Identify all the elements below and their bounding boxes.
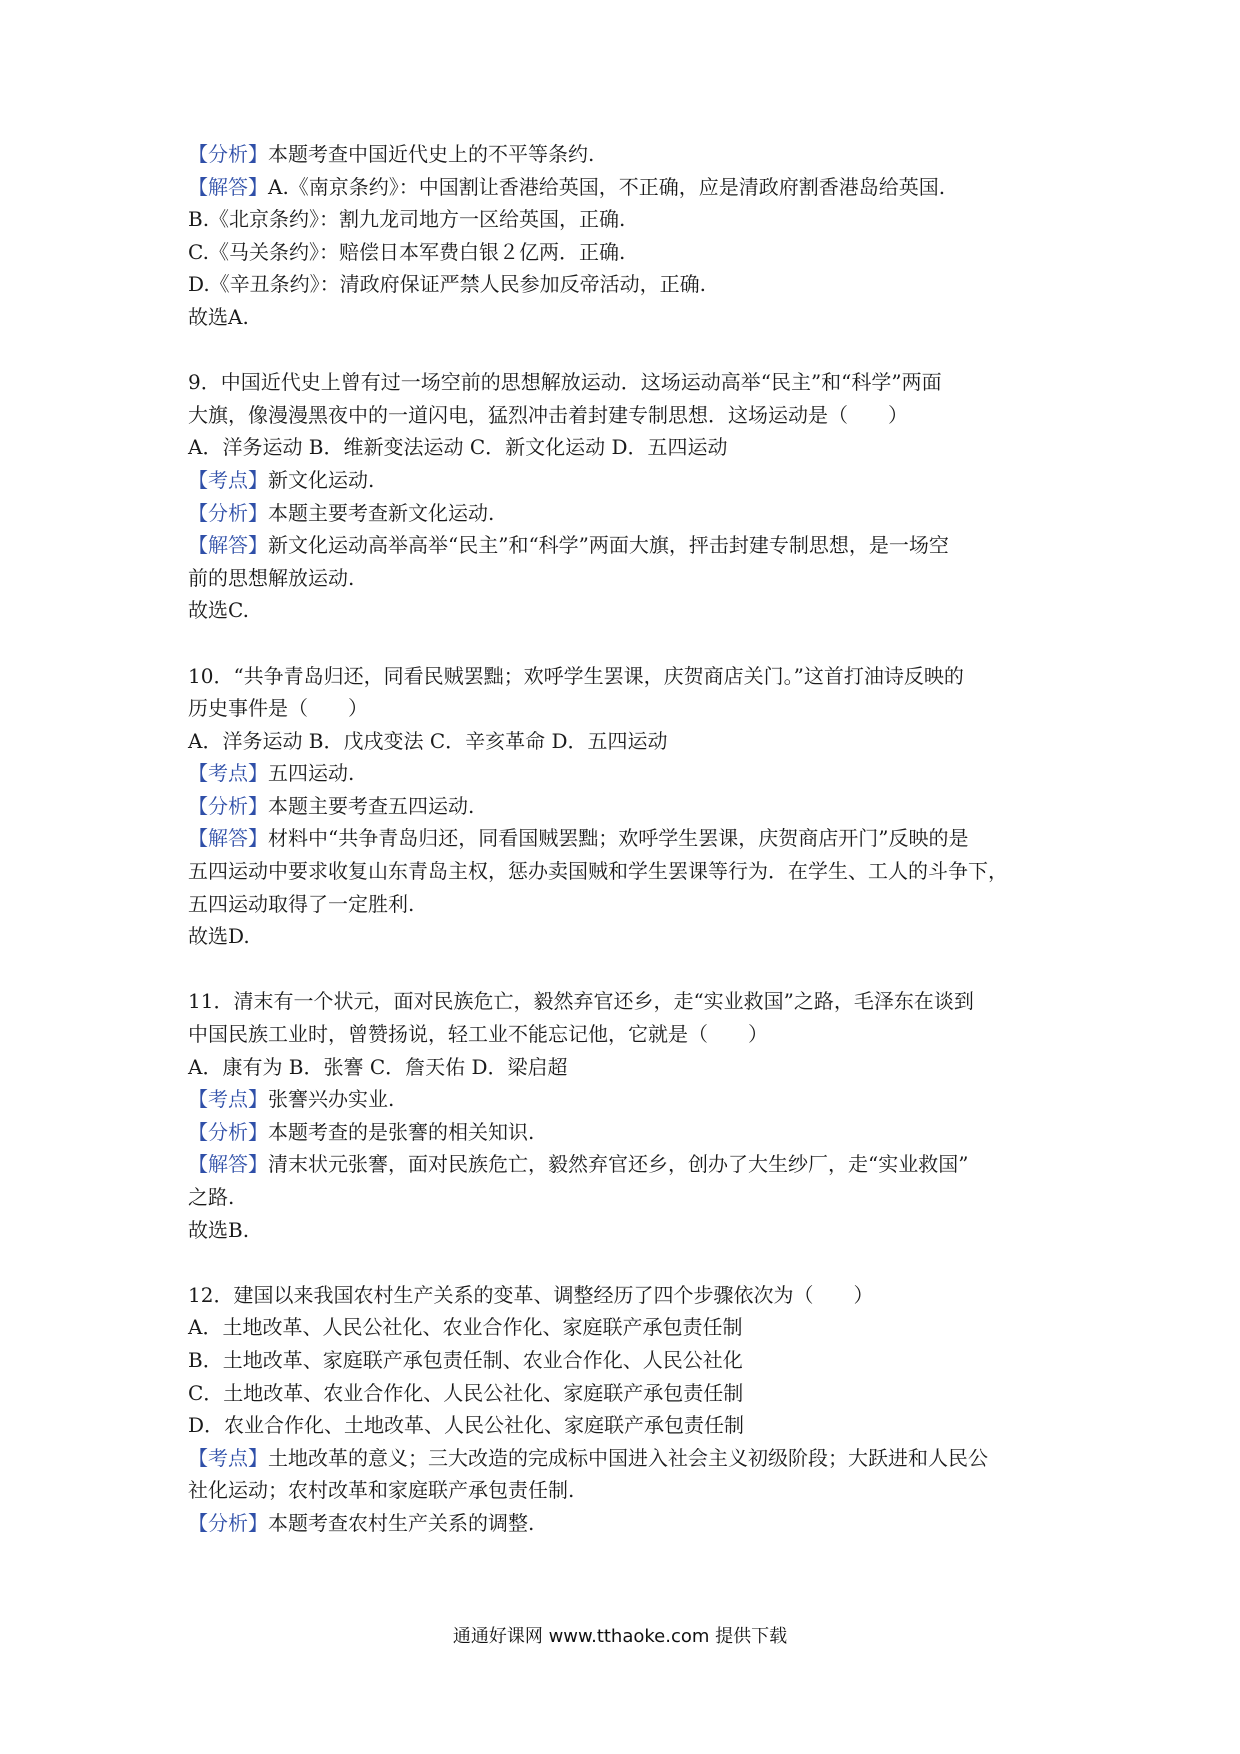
q8-solution-line-c: C.《马关条约》：赔偿日本军费白银２亿两．正确.	[188, 239, 626, 264]
solution-tag: 【解答】	[188, 174, 268, 199]
analysis-tag: 【分析】	[188, 142, 268, 166]
q9-solution-text: 新文化运动高举高举“民主”和“科学”两面大旗，抨击封建专制思想，是一场空	[268, 533, 949, 558]
analysis-tag: 【分析】	[188, 1119, 268, 1144]
q12-key-point-line-2: 社化运动；农村改革和家庭联产承包责任制.	[188, 1478, 575, 1503]
solution-tag: 【解答】	[188, 533, 268, 558]
q9-key-point	[188, 464, 1068, 497]
q11-stem-line-1: 11．清末有一个状元，面对民族危亡，毅然弃官还乡，走“实业救国”之路，毛泽东在谈到	[188, 989, 974, 1014]
q11-solution	[188, 1148, 1068, 1181]
q11-key-point-text: 张謇兴办实业.	[268, 1087, 395, 1112]
q10-options: A．洋务运动 B．戊戌变法 C．辛亥革命 D．五四运动	[188, 728, 668, 753]
q9-stem-line-1: 9．中国近代史上曾有过一场空前的思想解放运动．这场运动高举“民主”和“科学”两面	[188, 370, 942, 395]
q8-solution-text: A.《南京条约》：中国割让香港给英国，不正确，应是清政府割香港岛给英国.	[268, 174, 946, 199]
q12-key-point-text: 土地改革的意义；三大改造的完成标中国进入社会主义初级阶段；大跃进和人民公	[268, 1445, 988, 1470]
q11-solution-line-2: 之路.	[188, 1185, 235, 1209]
q10-stem-line-1: 10．“共争青岛归还，同看民贼罢黜；欢呼学生罢课，庆贺商店关门。”这首打油诗反映的	[188, 663, 964, 688]
q11-answer: 故选B.	[188, 1217, 250, 1242]
page-content	[188, 138, 1068, 1540]
q10-solution-text: 材料中“共争青岛归还，同看国贼罢黜；欢呼学生罢课，庆贺商店开门”反映的是	[268, 826, 969, 851]
q12-option-b: B．土地改革、家庭联产承包责任制、农业合作化、人民公社化	[188, 1347, 743, 1372]
q9-solution-line-2: 前的思想解放运动.	[188, 565, 355, 590]
q12-option-c: C．土地改革、农业合作化、人民公社化、家庭联产承包责任制	[188, 1380, 744, 1405]
q9-analysis	[188, 497, 1068, 530]
q8-analysis	[188, 138, 1068, 171]
solution-tag: 【解答】	[188, 1152, 268, 1177]
q12-analysis	[188, 1507, 1068, 1540]
q11-stem-line-2: 中国民族工业时，曾赞扬说，轻工业不能忘记他，它就是（ ）	[188, 1022, 768, 1047]
key-point-tag: 【考点】	[188, 761, 268, 786]
q10-key-point	[188, 757, 1068, 790]
q12-analysis-text: 本题考查农村生产关系的调整.	[268, 1510, 535, 1535]
q9-answer: 故选C.	[188, 598, 249, 623]
q8-solution	[188, 171, 1068, 204]
q10-analysis-text: 本题主要考查五四运动.	[268, 793, 475, 818]
q11-key-point	[188, 1083, 1068, 1116]
q8-solution-line-d: D.《辛丑条约》：清政府保证严禁人民参加反帝活动，正确.	[188, 272, 707, 297]
q9-analysis-text: 本题主要考查新文化运动.	[268, 500, 495, 525]
q8-solution-line-b: B.《北京条约》：割九龙司地方一区给英国，正确.	[188, 207, 626, 232]
q10-solution-line-2: 五四运动中要求收复山东青岛主权，惩办卖国贼和学生罢课等行为．在学生、工人的斗争下，	[188, 859, 1008, 884]
q10-solution-line-3: 五四运动取得了一定胜利.	[188, 891, 415, 916]
q9-stem-line-2: 大旗，像漫漫黑夜中的一道闪电，猛烈冲击着封建专制思想．这场运动是（ ）	[188, 402, 908, 427]
analysis-tag: 【分析】	[188, 793, 268, 818]
q11-analysis-text: 本题考查的是张謇的相关知识.	[268, 1119, 535, 1144]
q9-key-point-text: 新文化运动.	[268, 467, 375, 492]
q8-analysis-text: 本题考查中国近代史上的不平等条约.	[268, 142, 595, 166]
q9-solution	[188, 529, 1068, 562]
analysis-tag: 【分析】	[188, 500, 268, 525]
key-point-tag: 【考点】	[188, 1087, 268, 1112]
q10-answer: 故选D.	[188, 924, 250, 949]
q8-answer: 故选A.	[188, 304, 249, 329]
q11-options: A．康有为 B．张謇 C．詹天佑 D．梁启超	[188, 1054, 568, 1079]
q11-solution-text: 清末状元张謇，面对民族危亡，毅然弃官还乡，创办了大生纱厂，走“实业救国”	[268, 1152, 969, 1177]
q10-solution	[188, 822, 1068, 855]
q10-stem-line-2: 历史事件是（ ）	[188, 696, 368, 721]
page-footer: 通通好课网 www.tthaoke.com 提供下载	[452, 1626, 788, 1647]
q9-options: A．洋务运动 B．维新变法运动 C．新文化运动 D．五四运动	[188, 435, 728, 460]
q11-analysis	[188, 1116, 1068, 1149]
q12-key-point	[188, 1442, 1068, 1475]
key-point-tag: 【考点】	[188, 467, 268, 492]
q12-option-d: D．农业合作化、土地改革、人民公社化、家庭联产承包责任制	[188, 1413, 745, 1438]
solution-tag: 【解答】	[188, 826, 268, 851]
q12-stem: 12．建国以来我国农村生产关系的变革、调整经历了四个步骤依次为（ ）	[188, 1282, 874, 1307]
q12-option-a: A．土地改革、人民公社化、农业合作化、家庭联产承包责任制	[188, 1315, 743, 1340]
key-point-tag: 【考点】	[188, 1445, 268, 1470]
q10-key-point-text: 五四运动.	[268, 761, 355, 786]
q10-analysis	[188, 790, 1068, 823]
analysis-tag: 【分析】	[188, 1510, 268, 1535]
